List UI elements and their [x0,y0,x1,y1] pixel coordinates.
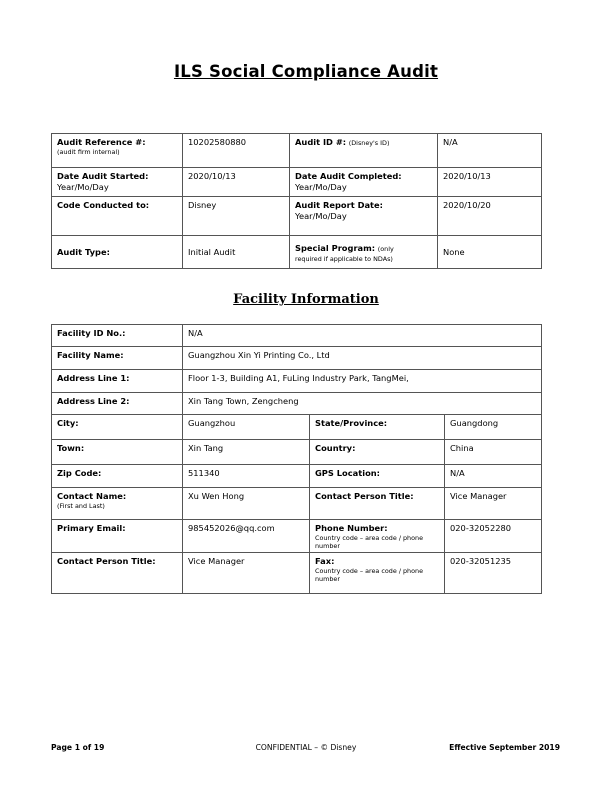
address-line1-label: Address Line 1: [57,373,130,383]
address-line1-label-cell [52,370,183,393]
contact-title2-label-cell [52,553,183,594]
audit-reference-label: Audit Reference #: [57,137,146,147]
facility-name-label-cell [52,347,183,370]
report-date-label: Audit Report Date: [295,200,383,210]
state-value: Guangdong [445,415,542,440]
date-completed-value: 2020/10/13 [438,168,542,197]
audit-id-value: N/A [438,134,542,168]
audit-id-label: Audit ID #: [295,137,347,147]
city-label: City: [57,418,79,428]
audit-reference-label-cell [52,134,183,168]
primary-email-label: Primary Email: [57,523,126,533]
fax-label: Fax: [315,556,335,566]
fax-label-cell [310,553,445,594]
state-label-cell [310,415,445,440]
city-label-cell [52,415,183,440]
date-started-label-cell [52,168,183,197]
special-program-sublabel-2: required if applicable to NDAs) [295,254,393,263]
date-started-value: 2020/10/13 [183,168,290,197]
table-row [52,168,542,197]
table-row [52,440,542,465]
facility-info-table [51,324,542,594]
effective-date: Effective September 2019 [449,743,560,752]
table-row [52,370,542,393]
contact-title2-value: Vice Manager [183,553,310,594]
phone-value: 020-32052280 [445,520,542,553]
contact-name-label: Contact Name: [57,491,127,501]
table-row [52,488,542,520]
table-row [52,520,542,553]
country-label-cell [310,440,445,465]
report-date-label-cell [290,197,438,236]
report-date-value: 2020/10/20 [438,197,542,236]
facility-name-label: Facility Name: [57,350,124,360]
zip-label-cell [52,465,183,488]
address-line1-value: Floor 1-3, Building A1, FuLing Industry Park, TangMei, [183,370,542,393]
fax-sublabel: Country code – area code / phone number [315,567,423,583]
audit-info-table [51,133,542,269]
gps-label-cell [310,465,445,488]
contact-title-label-cell [310,488,445,520]
phone-label-cell [310,520,445,553]
town-label: Town: [57,443,85,453]
audit-id-label-cell [290,134,438,168]
town-label-cell [52,440,183,465]
gps-value: N/A [445,465,542,488]
date-completed-format: Year/Mo/Day [295,182,347,192]
facility-section-title: Facility Information [233,292,379,307]
special-program-label-cell [290,236,438,269]
table-row [52,325,542,347]
contact-title-label: Contact Person Title: [315,491,414,501]
primary-email-value: 985452026@qq.com [183,520,310,553]
table-row [52,465,542,488]
page-number: Page 1 of 19 [51,743,105,752]
table-row [52,134,542,168]
special-program-label: Special Program: [295,242,376,253]
audit-type-label-cell [52,236,183,269]
contact-title-value: Vice Manager [445,488,542,520]
special-program-sublabel-1: (only [377,244,394,253]
phone-sublabel: Country code – area code / phone number [315,534,423,550]
date-started-format: Year/Mo/Day [57,182,109,192]
table-row [52,553,542,594]
date-completed-label-cell [290,168,438,197]
zip-value: 511340 [183,465,310,488]
contact-name-sublabel: (First and Last) [57,502,105,510]
code-conducted-label-cell [52,197,183,236]
table-row [52,197,542,236]
audit-type-value: Initial Audit [183,236,290,269]
address-line2-label: Address Line 2: [57,396,130,406]
facility-id-label: Facility ID No.: [57,328,126,338]
fax-value: 020-32051235 [445,553,542,594]
facility-id-label-cell [52,325,183,347]
address-line2-value: Xin Tang Town, Zengcheng [183,393,542,415]
address-line2-label-cell [52,393,183,415]
country-label: Country: [315,443,356,453]
date-completed-label: Date Audit Completed: [295,171,402,181]
country-value: China [445,440,542,465]
audit-type-label: Audit Type: [57,247,110,257]
contact-title2-label: Contact Person Title: [57,556,156,566]
city-value: Guangzhou [183,415,310,440]
primary-email-label-cell [52,520,183,553]
town-value: Xin Tang [183,440,310,465]
facility-id-value: N/A [183,325,542,347]
table-row [52,415,542,440]
page-title: ILS Social Compliance Audit [173,62,439,81]
code-conducted-value: Disney [183,197,290,236]
special-program-value: None [438,236,542,269]
state-label: State/Province: [315,418,388,428]
report-date-format: Year/Mo/Day [295,211,347,221]
gps-label: GPS Location: [315,468,380,478]
zip-label: Zip Code: [57,468,102,478]
date-started-label: Date Audit Started: [57,171,149,181]
table-row [52,347,542,370]
table-row [52,236,542,269]
contact-name-label-cell [52,488,183,520]
confidential-notice: CONFIDENTIAL – © Disney [255,743,357,752]
audit-id-sublabel: (Disney's ID) [348,139,390,147]
table-row [52,393,542,415]
facility-name-value: Guangzhou Xin Yi Printing Co., Ltd [183,347,542,370]
audit-reference-sublabel: (audit firm internal) [57,148,120,156]
contact-name-value: Xu Wen Hong [183,488,310,520]
code-conducted-label: Code Conducted to: [57,200,150,210]
audit-reference-value: 10202580880 [183,134,290,168]
phone-label: Phone Number: [315,523,388,533]
